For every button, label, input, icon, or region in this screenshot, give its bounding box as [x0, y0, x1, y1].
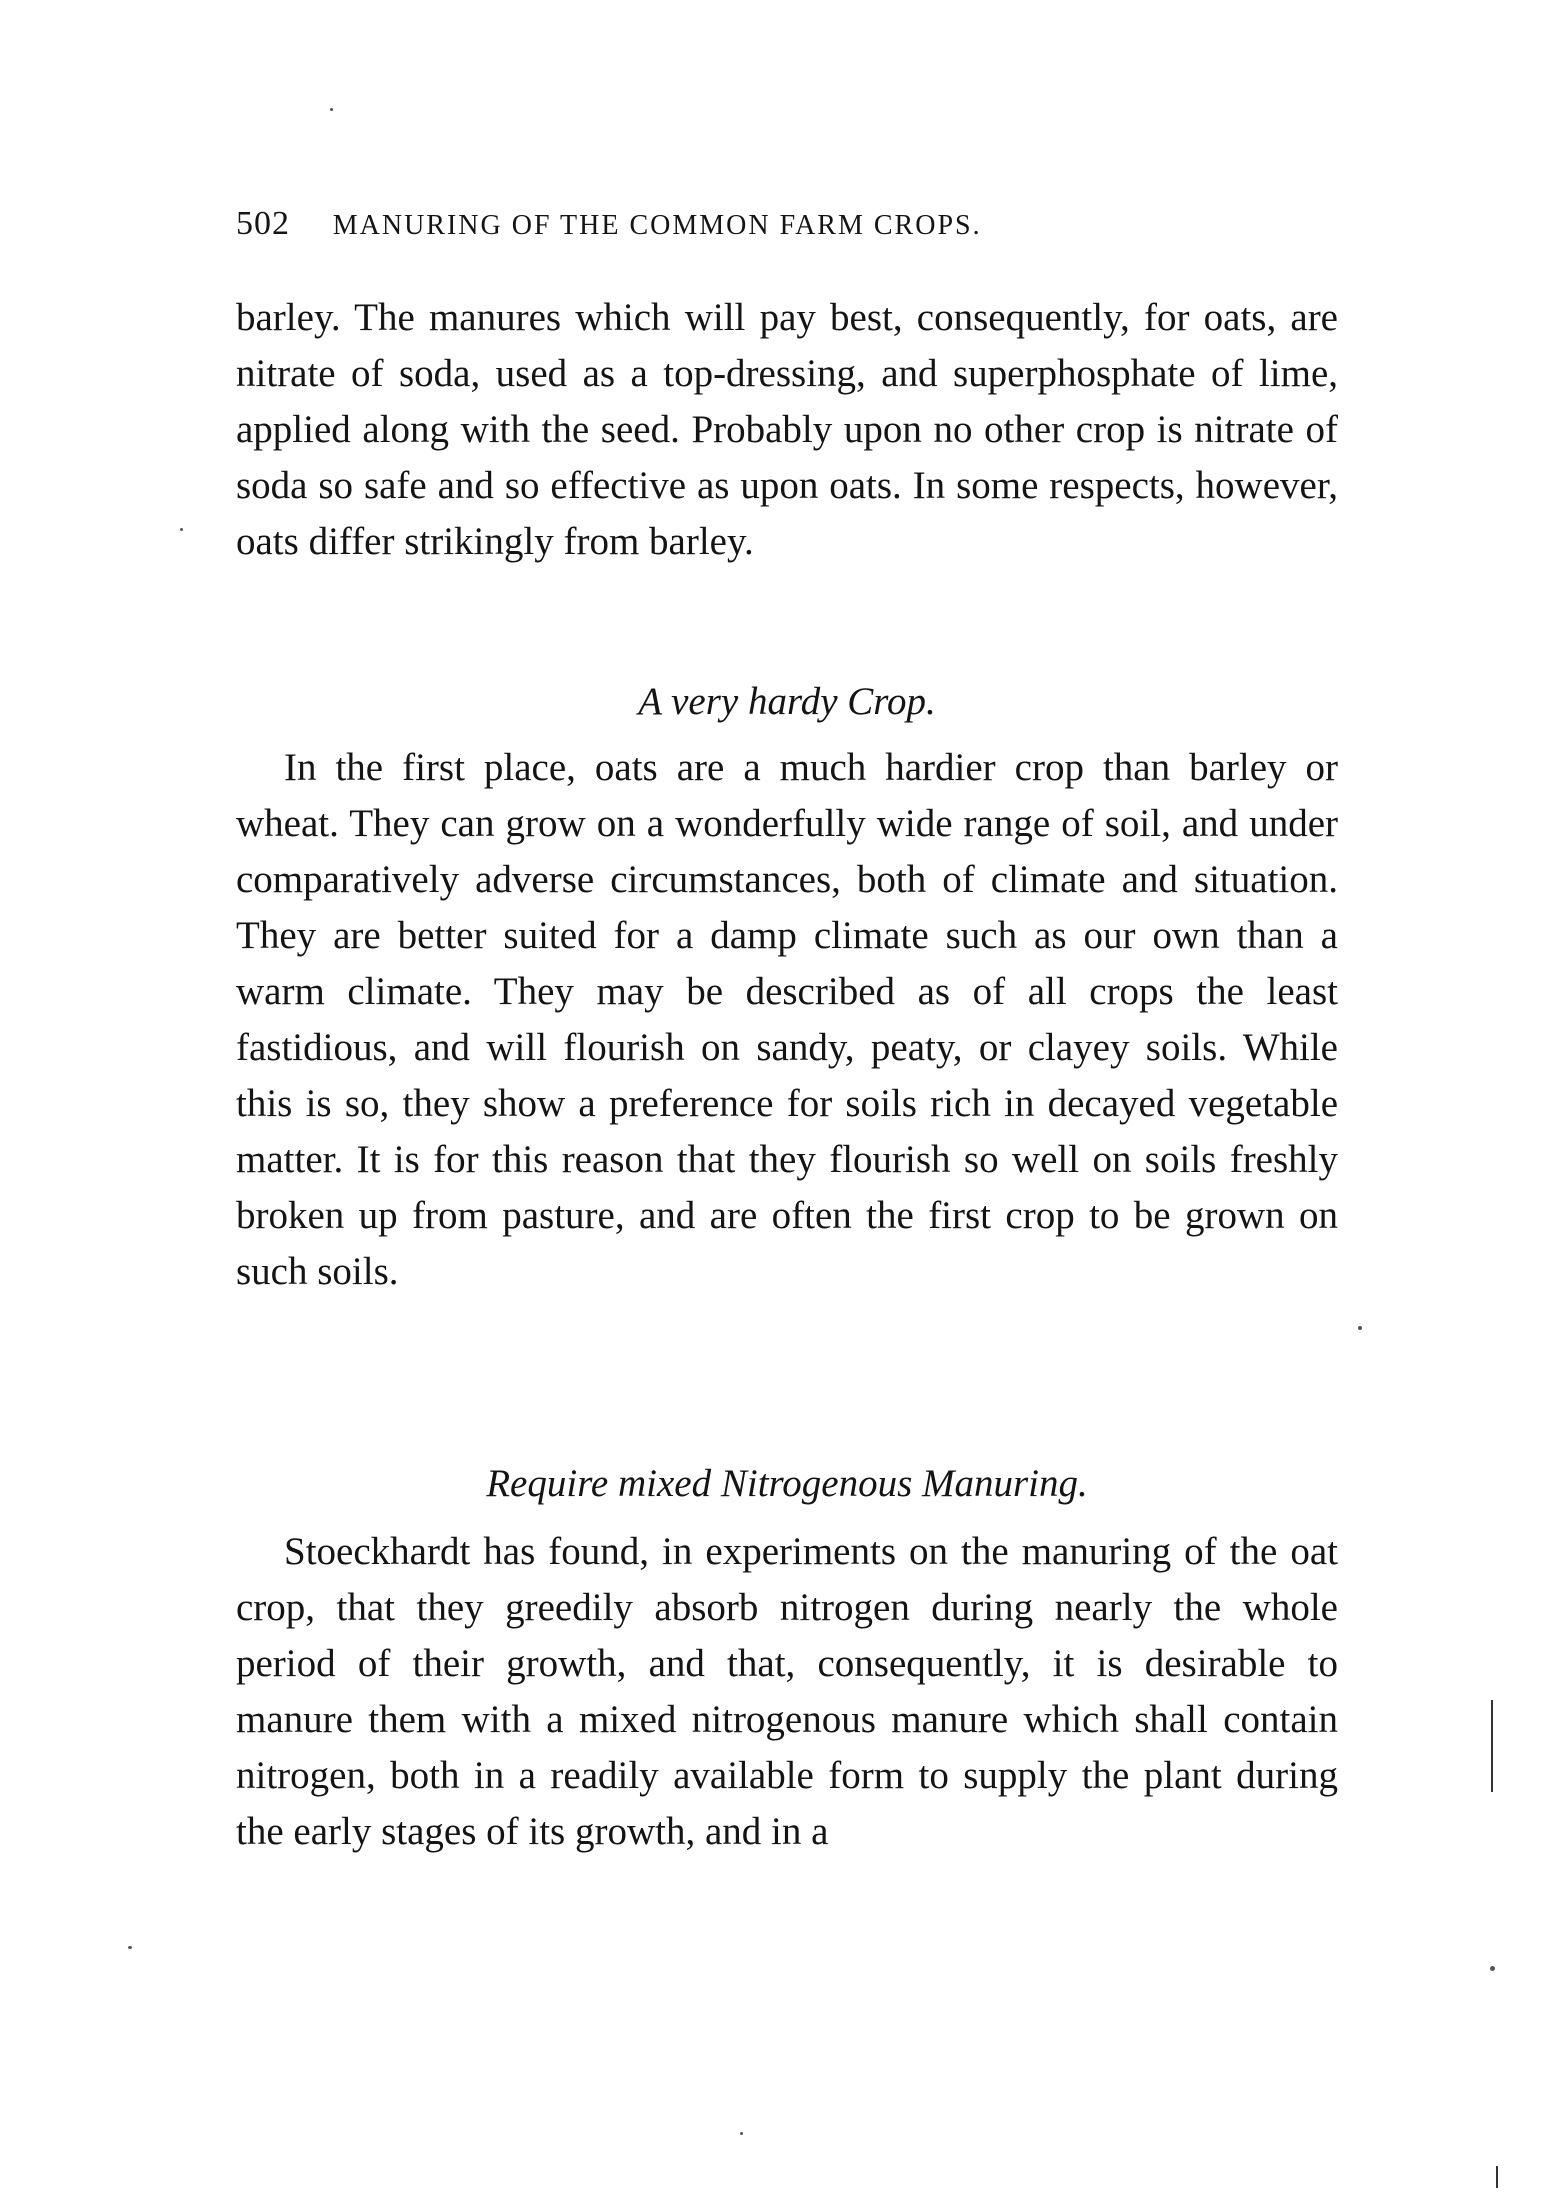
paragraph-1: barley. The manures which will pay best, consequently, for oats, are nitrate of soda, used as a top-dressing, and superphosphate of lime, applied along with the seed. Probably upon no other crop is nitrate of soda so safe and so effective as upon oats. In some respects, however, oats differ strikingly from barley.: [236, 296, 1338, 563]
scan-mark: [1491, 1700, 1493, 1792]
scan-mark: [1496, 2166, 1498, 2188]
running-title: MANURING OF THE COMMON FARM CROPS.: [332, 210, 982, 241]
paragraph-3-block: [236, 1524, 1338, 1860]
section-heading-hardy-crop: A very hardy Crop.: [638, 680, 936, 723]
paragraph-2-block: [236, 740, 1338, 1300]
page-number: 502: [236, 205, 290, 242]
scan-speck: [1490, 1966, 1495, 1971]
scan-speck: [1358, 1326, 1362, 1330]
paragraph-3: Stoeckhardt has found, in experiments on the manuring of the oat crop, that they greedily absorb nitrogen during nearly the whole period of their growth, and that, consequently, it is desirable to manure them with a mixed nitrogenous manure which shall contain nitrogen, both in a readily available form to supply the plant during the early stages of its growth, and in a: [236, 1530, 1338, 1853]
paragraph-2: In the first place, oats are a much hardier crop than barley or wheat. They can grow on a wonderfully wide range of soil, and under comparatively adverse circumstances, both of climate and situation. They are better suited for a damp climate such as our own than a warm climate. They may be described as of all crops the least fastidious, and will flourish on sandy, peaty, or clayey soils. While this is so, they show a preference for soils rich in decayed vegetable matter. It is for this reason that they flourish so well on soils freshly broken up from pasture, and are often the first crop to be grown on such soils.: [236, 746, 1338, 1293]
scan-speck: [330, 108, 333, 111]
scan-speck: [740, 2132, 743, 2135]
section-heading-nitrogenous: Require mixed Nitrogenous Manuring.: [486, 1462, 1088, 1505]
scan-speck: [180, 528, 183, 531]
scan-speck: [128, 1946, 132, 1949]
paragraph-1-block: [236, 290, 1338, 570]
running-head: [236, 205, 1336, 255]
